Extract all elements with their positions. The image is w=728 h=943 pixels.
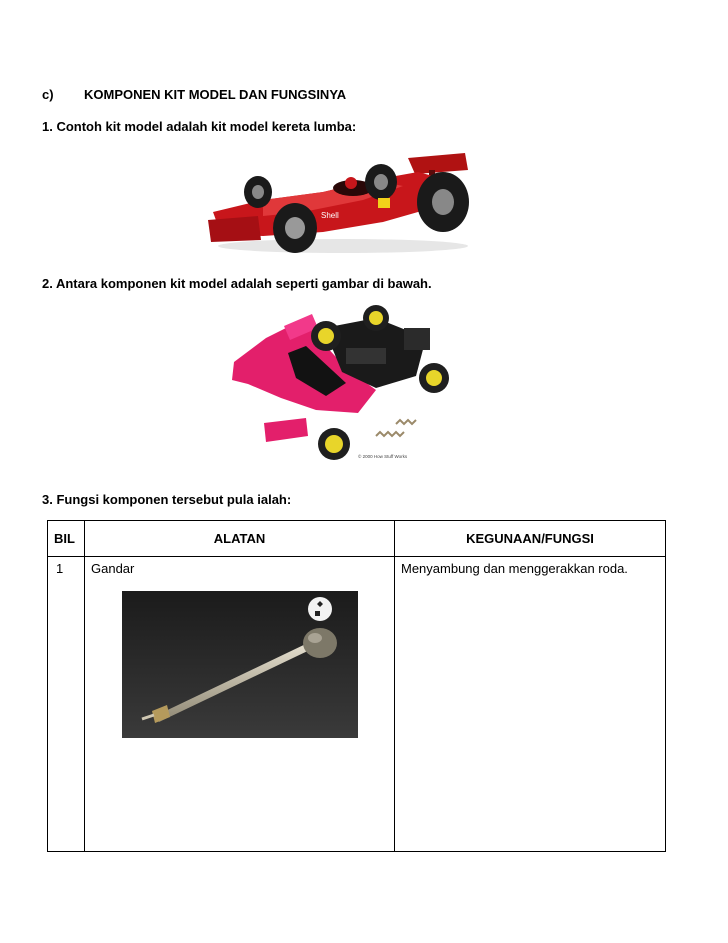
paragraph-1: 1. Contoh kit model adalah kit model kereta lumba: [42, 119, 357, 134]
table-row [48, 557, 666, 852]
table-header-row [48, 521, 666, 557]
header-fungsi: KEGUNAAN/FUNGSI [395, 521, 666, 557]
header-alatan: ALATAN [85, 521, 395, 557]
cell-fungsi: Menyambung dan menggerakkan roda. [395, 557, 666, 852]
axle-image [122, 591, 358, 738]
cell-alatan-text: Gandar [91, 561, 135, 576]
section-label: c) [42, 87, 54, 102]
kit-components-image [226, 298, 462, 471]
paragraph-3: 3. Fungsi komponen tersebut pula ialah: [42, 492, 292, 507]
car-rear-wheel [417, 172, 469, 232]
svg-text:Shell: Shell [321, 211, 339, 220]
section-title: KOMPONEN KIT MODEL DAN FUNGSINYA [84, 87, 347, 102]
race-car-image [203, 150, 478, 256]
cell-bil: 1 [48, 557, 85, 852]
image-credit: © 2000 How Stuff Works [358, 454, 408, 459]
kit-wheel [311, 321, 341, 351]
function-table [47, 520, 666, 852]
cell-alatan [85, 557, 395, 852]
paragraph-2: 2. Antara komponen kit model adalah seperti gambar di bawah. [42, 276, 432, 291]
header-bil: BIL [48, 521, 85, 557]
